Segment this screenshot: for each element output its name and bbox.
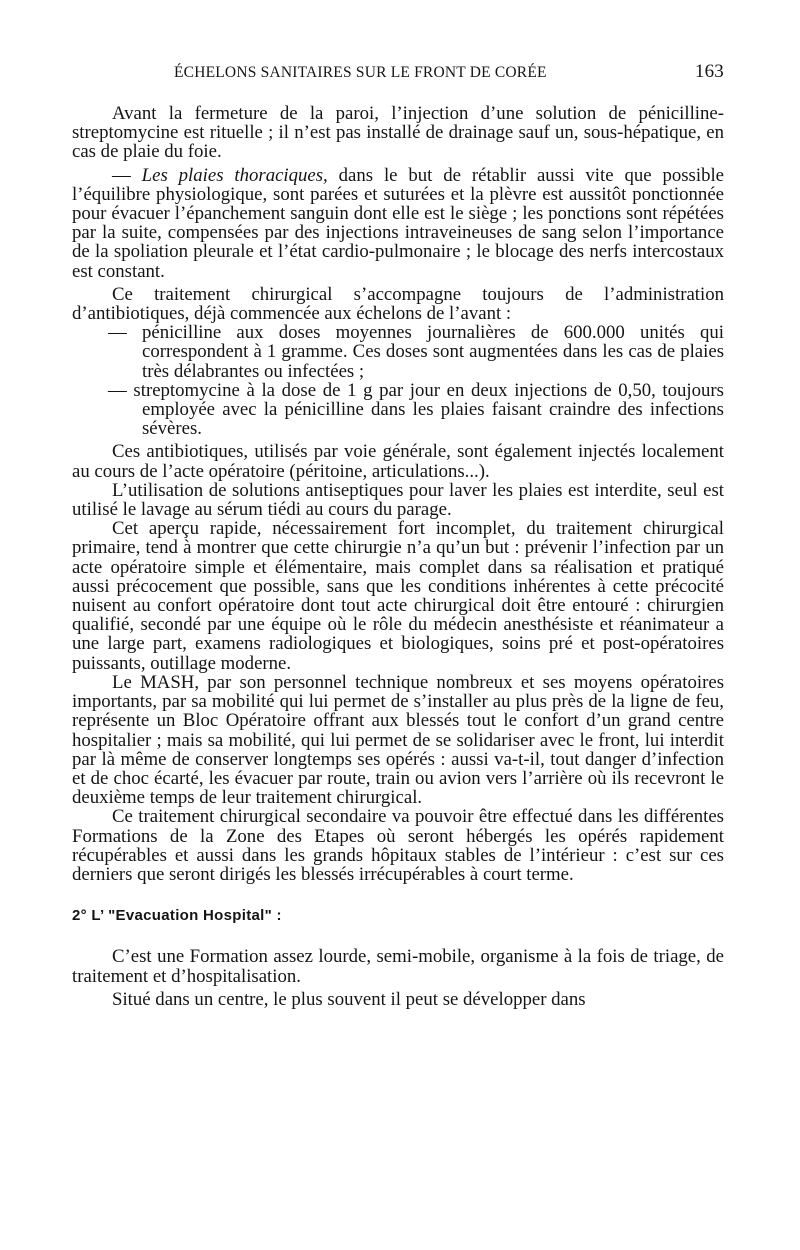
paragraph-thoracic-wounds — [72, 166, 724, 281]
paragraph: Cet aperçu rapide, nécessairement fort incomplet, du traitement chirurgical primaire, tend à montrer que cette chirurgie n’a qu’un but : prévenir l’infection par un acte opératoire simple et élémentaire, mais complet dans sa réalisation et pratiqué aussi précocement que possible, sans que les conditions inhérentes à cette précocité nuisent au confort opératoire dont tout acte chirurgical doit être entouré : chirurgien qualifié, secondé par une équipe où le rôle du médecin anesthésiste et réanimateur a une large part, examens radiologiques et biologiques, soins pré et post-opératoires puissants, outillage moderne. — [72, 518, 724, 674]
italic-heading: Les plaies thoraciques, — [141, 164, 328, 186]
paragraph: Le MASH, par son personnel technique nombreux et ses moyens opératoires importants, par sa mobilité qui lui permet de s’installer au plus près de la ligne de feu, représente un Bloc Opératoire offrant aux blessés tout le confort d’un grand centre hospitalier ; mais sa mobilité, qui lui permet de se solidariser avec le front, lui interdit par là même de conserver longtemps ses opérés : aussi va-t-il, tout danger d’infection et de choc écarté, les évacuer par route, train ou avion vers l’arrière où ils recevront le deuxième temps de leur traitement chirurgical. — [72, 671, 724, 809]
chapter-title: ÉCHELONS SANITAIRES SUR LE FRONT DE CORÉE — [174, 64, 547, 81]
paragraph: Ces antibiotiques, utilisés par voie générale, sont également injectés localement au cours de l’acte opératoire (péritoine, articulations...). — [72, 441, 724, 482]
paragraph: L’utilisation de solutions antiseptiques pour laver les plaies est interdite, seul est utilisé le lavage au sérum tiédi au cours du parage. — [72, 479, 724, 521]
paragraph: C’est une Formation assez lourde, semi-mobile, organisme à la fois de triage, de traitement et d’hospitalisation. — [72, 946, 724, 987]
paragraph: Ce traitement chirurgical s’accompagne toujours de l’administration d’antibiotiques, déjà commencée aux échelons de l’avant : — [72, 283, 724, 325]
page-number: 163 — [694, 61, 724, 82]
section-heading: 2° L’ "Evacuation Hospital" : — [72, 907, 282, 925]
body-text — [72, 104, 724, 1009]
paragraph: Avant la fermeture de la paroi, l’injection d’une solution de pénicilline-streptomycine est rituelle ; il n’est pas installé de drainage sauf un, sous-hépatique, en cas de plaie du foie. — [72, 103, 724, 163]
paragraph: Situé dans un centre, le plus souvent il peut se développer dans — [112, 988, 586, 1010]
dash-prefix: — — [112, 164, 142, 186]
list-item-streptomycin: — streptomycine à la dose de 1 g par jour en deux injections de 0,50, toujours employée avec la pénicilline dans les plaies faisant craindre des infections sévères. — [108, 379, 724, 440]
paragraph-text: dans le but de rétablir aussi vite que possible l’équilibre physiologique, sont parées et suturées et la plèvre est aussitôt ponctionnée pour évacuer l’épanchement sanguin dont elle est le siège ; les ponctions sont répétées par la suite, compensées par des injections intraveineuses de sang selon l’importance de la spoliation pleurale et l’état cardio-pulmonaire ; le blocage des nerfs intercostaux est constant. — [72, 164, 725, 282]
paragraph: Ce traitement chirurgical secondaire va pouvoir être effectué dans les différentes Formations de la Zone des Etapes où seront hébergés les opérés rapidement récupérables et aussi dans les grands hôpitaux stables de l’intérieur : c’est sur ces derniers que seront dirigés les blessés irrécupérables à court terme. — [72, 806, 724, 885]
list-item-penicillin: — pénicilline aux doses moyennes journalières de 600.000 unités qui correspondent à 1 gramme. Ces doses sont augmentées dans les cas de plaies très délabrantes ou infectées ; — [108, 322, 724, 382]
